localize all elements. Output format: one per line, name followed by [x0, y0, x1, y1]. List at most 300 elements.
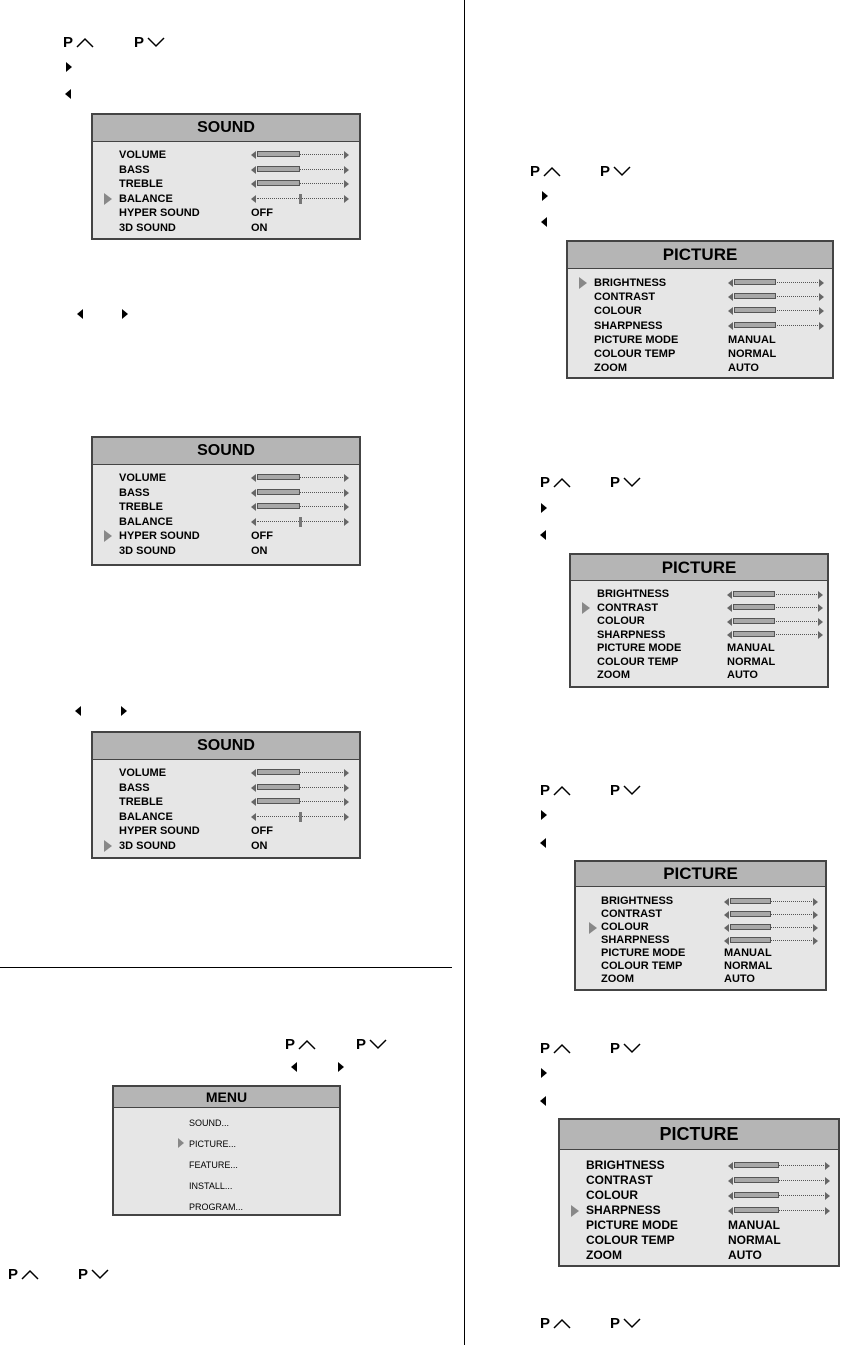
slider-right-arrow-icon: [825, 1177, 830, 1185]
menu-label: TREBLE: [119, 501, 163, 513]
menu-row-colour-temp[interactable]: [568, 347, 832, 361]
slider-right-arrow-icon: [344, 489, 349, 497]
p-letter: P: [540, 1315, 551, 1332]
program-down-key: [610, 1315, 641, 1333]
menu-item-picture[interactable]: [114, 1136, 339, 1152]
slider-right-arrow-icon: [344, 195, 349, 203]
menu-row-3d-sound[interactable]: [93, 839, 359, 854]
p-letter: P: [78, 1266, 89, 1283]
menu-row-balance[interactable]: [93, 810, 359, 825]
menu-row-picture-mode[interactable]: [571, 642, 827, 656]
menu-row-colour[interactable]: [560, 1188, 838, 1203]
chevron-up-icon: [553, 784, 571, 796]
slider-fill: [734, 1192, 779, 1198]
slider-left-arrow-icon: [727, 604, 732, 612]
menu-label: BALANCE: [119, 810, 173, 823]
menu-label: VOLUME: [119, 472, 167, 484]
chevron-down-icon: [623, 1317, 641, 1329]
slider-right-arrow-icon: [813, 937, 818, 945]
menu-row-3d-sound[interactable]: [93, 544, 359, 559]
menu-label: BALANCE: [119, 192, 173, 205]
menu-row-contrast[interactable]: [576, 908, 825, 921]
slider-right-arrow-icon: [344, 166, 349, 174]
menu-row-picture-mode[interactable]: [568, 333, 832, 347]
slider-fill: [257, 784, 300, 790]
program-down-key: [600, 163, 631, 181]
menu-label: PICTURE MODE: [597, 642, 682, 654]
section-divider: [0, 967, 452, 968]
slider-right-arrow-icon: [344, 784, 349, 792]
level-slider[interactable]: [728, 278, 824, 288]
selection-arrow-icon: [104, 840, 112, 852]
menu-label: INSTALL...: [189, 1181, 233, 1191]
chevron-down-icon: [623, 476, 641, 488]
program-up-key: [8, 1266, 39, 1284]
menu-row-colour-temp[interactable]: [576, 960, 825, 973]
balance-slider[interactable]: [251, 194, 349, 204]
slider-left-arrow-icon: [251, 784, 256, 792]
menu-title: SOUND: [93, 733, 359, 760]
menu-row-bass[interactable]: [93, 163, 359, 178]
menu-label: HYPER SOUND: [119, 207, 200, 219]
level-slider[interactable]: [728, 1206, 830, 1216]
balance-slider[interactable]: [251, 517, 349, 527]
chevron-up-icon: [553, 476, 571, 488]
p-letter: P: [610, 474, 621, 491]
menu-row-volume[interactable]: [93, 148, 359, 163]
left-arrow-icon: [65, 89, 71, 99]
balance-slider[interactable]: [251, 812, 349, 822]
slider-left-arrow-icon: [728, 1177, 733, 1185]
level-slider[interactable]: [251, 165, 349, 175]
p-letter: P: [285, 1036, 296, 1053]
left-arrow-icon: [540, 1096, 546, 1106]
left-arrow-icon: [77, 309, 83, 319]
slider-fill: [257, 503, 300, 509]
p-letter: P: [600, 163, 611, 180]
menu-row-volume[interactable]: [93, 766, 359, 781]
menu-value: OFF: [251, 207, 273, 219]
menu-row-colour[interactable]: [576, 921, 825, 934]
menu-label: BRIGHTNESS: [594, 277, 667, 289]
slider-right-arrow-icon: [344, 518, 349, 526]
menu-value: NORMAL: [728, 348, 777, 360]
p-letter: P: [356, 1036, 367, 1053]
menu-item-feature[interactable]: [114, 1157, 339, 1173]
p-letter: P: [610, 1315, 621, 1332]
program-down-key: [78, 1266, 109, 1284]
level-slider[interactable]: [727, 590, 823, 600]
menu-row-contrast[interactable]: [568, 290, 832, 304]
menu-row-zoom[interactable]: [560, 1248, 838, 1263]
p-letter: P: [134, 34, 145, 51]
menu-row-treble[interactable]: [93, 795, 359, 810]
slider-left-arrow-icon: [727, 591, 732, 599]
main-menu: [112, 1085, 341, 1216]
chevron-up-icon: [543, 165, 561, 177]
level-slider[interactable]: [727, 617, 823, 627]
menu-label: BRIGHTNESS: [597, 588, 670, 600]
menu-value: ON: [251, 544, 268, 557]
right-arrow-icon: [542, 191, 548, 201]
chevron-down-icon: [613, 165, 631, 177]
slider-left-arrow-icon: [728, 322, 733, 330]
picture-menu: [569, 553, 829, 688]
menu-value: AUTO: [728, 1248, 762, 1262]
menu-row-brightness[interactable]: [571, 588, 827, 602]
menu-row-contrast[interactable]: [571, 602, 827, 616]
menu-row-picture-mode[interactable]: [560, 1218, 838, 1233]
menu-row-balance[interactable]: [93, 515, 359, 530]
chevron-down-icon: [91, 1268, 109, 1280]
level-slider[interactable]: [728, 1176, 830, 1186]
menu-row-hyper-sound[interactable]: [93, 824, 359, 839]
slider-right-arrow-icon: [818, 618, 823, 626]
slider-right-arrow-icon: [344, 503, 349, 511]
slider-knob: [299, 194, 302, 204]
menu-row-colour-temp[interactable]: [571, 656, 827, 670]
slider-left-arrow-icon: [728, 1162, 733, 1170]
slider-right-arrow-icon: [344, 769, 349, 777]
menu-label: SHARPNESS: [594, 319, 663, 332]
right-arrow-icon: [122, 309, 128, 319]
slider-right-arrow-icon: [825, 1192, 830, 1200]
slider-fill: [733, 591, 775, 597]
menu-label: PICTURE...: [189, 1139, 237, 1149]
menu-value: OFF: [251, 530, 273, 542]
level-slider[interactable]: [728, 1161, 830, 1171]
slider-left-arrow-icon: [728, 307, 733, 315]
menu-label: COLOUR TEMP: [597, 655, 679, 668]
program-down-key: [610, 474, 641, 492]
level-slider[interactable]: [724, 923, 818, 933]
slider-fill: [733, 631, 775, 637]
right-arrow-icon: [541, 810, 547, 820]
slider-left-arrow-icon: [251, 195, 256, 203]
level-slider[interactable]: [251, 150, 349, 160]
level-slider[interactable]: [251, 783, 349, 793]
menu-row-sharpness[interactable]: [571, 629, 827, 643]
menu-row-treble[interactable]: [93, 500, 359, 515]
slider-fill: [733, 618, 775, 624]
menu-label: BASS: [119, 163, 150, 176]
level-slider[interactable]: [728, 306, 824, 316]
menu-row-balance[interactable]: [93, 192, 359, 207]
left-arrow-icon: [540, 838, 546, 848]
slider-left-arrow-icon: [251, 518, 256, 526]
program-down-key: [610, 1040, 641, 1058]
menu-title: PICTURE: [576, 862, 825, 887]
menu-title: MENU: [114, 1087, 339, 1108]
menu-label: SHARPNESS: [597, 628, 666, 641]
slider-left-arrow-icon: [251, 813, 256, 821]
picture-menu: [574, 860, 827, 991]
left-arrow-icon: [75, 706, 81, 716]
right-arrow-icon: [121, 706, 127, 716]
menu-row-zoom[interactable]: [568, 361, 832, 375]
program-down-key: [134, 34, 165, 52]
slider-fill: [733, 604, 775, 610]
slider-fill: [257, 489, 300, 495]
menu-label: ZOOM: [594, 362, 627, 375]
program-up-key: [530, 163, 561, 181]
menu-label: CONTRAST: [597, 601, 659, 614]
right-arrow-icon: [66, 62, 72, 72]
chevron-up-icon: [76, 36, 94, 48]
menu-value: MANUAL: [724, 947, 772, 959]
selection-arrow-icon: [589, 922, 597, 934]
level-slider[interactable]: [727, 630, 823, 640]
menu-row-zoom[interactable]: [571, 669, 827, 683]
slider-fill: [734, 279, 776, 285]
slider-left-arrow-icon: [724, 937, 729, 945]
program-up-key: [540, 782, 571, 800]
slider-left-arrow-icon: [728, 279, 733, 287]
menu-row-picture-mode[interactable]: [576, 947, 825, 960]
program-up-key: [285, 1036, 316, 1054]
slider-left-arrow-icon: [728, 293, 733, 301]
slider-left-arrow-icon: [724, 924, 729, 932]
menu-row-brightness[interactable]: [568, 276, 832, 290]
menu-label: HYPER SOUND: [119, 530, 200, 542]
slider-left-arrow-icon: [724, 911, 729, 919]
menu-value: MANUAL: [727, 642, 775, 654]
slider-fill: [734, 1177, 779, 1183]
level-slider[interactable]: [728, 292, 824, 302]
slider-right-arrow-icon: [819, 307, 824, 315]
menu-label: CONTRAST: [586, 1173, 653, 1187]
selection-arrow-icon: [579, 277, 587, 289]
level-slider[interactable]: [251, 488, 349, 498]
slider-left-arrow-icon: [251, 180, 256, 188]
slider-left-arrow-icon: [728, 1192, 733, 1200]
slider-fill: [257, 474, 300, 480]
slider-fill: [734, 293, 776, 299]
level-slider[interactable]: [724, 910, 818, 920]
selection-arrow-icon: [571, 1205, 579, 1217]
menu-label: VOLUME: [119, 767, 167, 779]
slider-right-arrow-icon: [819, 279, 824, 287]
slider-left-arrow-icon: [728, 1207, 733, 1215]
menu-label: PICTURE MODE: [601, 947, 686, 959]
slider-right-arrow-icon: [825, 1162, 830, 1170]
slider-right-arrow-icon: [344, 798, 349, 806]
left-arrow-icon: [541, 217, 547, 227]
menu-row-hyper-sound[interactable]: [93, 529, 359, 544]
menu-label: TREBLE: [119, 178, 163, 190]
level-slider[interactable]: [724, 936, 818, 946]
sound-menu: [91, 731, 361, 859]
selection-arrow-icon: [104, 193, 112, 205]
slider-left-arrow-icon: [251, 474, 256, 482]
selection-arrow-icon: [582, 602, 590, 614]
chevron-up-icon: [553, 1042, 571, 1054]
menu-label: SOUND...: [189, 1118, 230, 1128]
menu-value: NORMAL: [724, 960, 773, 972]
menu-row-sharpness[interactable]: [560, 1203, 838, 1218]
menu-title: PICTURE: [568, 242, 832, 269]
menu-item-install[interactable]: [114, 1178, 339, 1194]
menu-row-brightness[interactable]: [560, 1158, 838, 1173]
menu-label: SHARPNESS: [601, 934, 670, 946]
slider-left-arrow-icon: [251, 166, 256, 174]
menu-label: PICTURE MODE: [594, 333, 679, 346]
level-slider[interactable]: [251, 502, 349, 512]
program-down-key: [610, 782, 641, 800]
menu-value: AUTO: [727, 669, 758, 681]
menu-row-treble[interactable]: [93, 177, 359, 192]
menu-label: BRIGHTNESS: [586, 1158, 665, 1172]
menu-row-colour[interactable]: [571, 615, 827, 629]
menu-title: SOUND: [93, 115, 359, 142]
slider-knob: [299, 517, 302, 527]
slider-left-arrow-icon: [251, 489, 256, 497]
menu-row-colour[interactable]: [568, 304, 832, 318]
menu-label: COLOUR: [597, 615, 645, 627]
picture-menu: [566, 240, 834, 379]
menu-value: AUTO: [728, 362, 759, 375]
slider-right-arrow-icon: [818, 631, 823, 639]
menu-label: ZOOM: [601, 973, 634, 985]
right-arrow-icon: [338, 1062, 344, 1072]
level-slider[interactable]: [727, 603, 823, 613]
slider-fill: [730, 937, 771, 943]
slider-right-arrow-icon: [818, 591, 823, 599]
level-slider[interactable]: [728, 1191, 830, 1201]
menu-title: PICTURE: [560, 1120, 838, 1150]
slider-right-arrow-icon: [344, 151, 349, 159]
menu-label: BALANCE: [119, 515, 173, 528]
menu-row-sharpness[interactable]: [576, 934, 825, 947]
menu-label: BASS: [119, 781, 150, 794]
slider-fill: [257, 166, 300, 172]
menu-row-brightness[interactable]: [576, 895, 825, 908]
menu-label: COLOUR TEMP: [594, 348, 676, 360]
slider-fill: [730, 911, 771, 917]
p-letter: P: [540, 782, 551, 799]
menu-row-zoom[interactable]: [576, 973, 825, 986]
slider-right-arrow-icon: [344, 180, 349, 188]
level-slider[interactable]: [724, 897, 818, 907]
slider-fill: [257, 180, 300, 186]
level-slider[interactable]: [251, 797, 349, 807]
menu-value: NORMAL: [728, 1233, 781, 1247]
menu-title: SOUND: [93, 438, 359, 465]
slider-fill: [734, 307, 776, 313]
slider-right-arrow-icon: [813, 911, 818, 919]
slider-left-arrow-icon: [251, 769, 256, 777]
menu-value: ON: [251, 221, 268, 234]
sound-menu: [91, 436, 361, 566]
chevron-up-icon: [298, 1038, 316, 1050]
p-letter: P: [530, 163, 541, 180]
menu-label: VOLUME: [119, 149, 167, 161]
slider-left-arrow-icon: [724, 898, 729, 906]
level-slider[interactable]: [251, 473, 349, 483]
slider-fill: [734, 1162, 779, 1168]
right-arrow-icon: [541, 503, 547, 513]
chevron-down-icon: [147, 36, 165, 48]
chevron-down-icon: [623, 784, 641, 796]
left-arrow-icon: [291, 1062, 297, 1072]
menu-label: FEATURE...: [189, 1160, 238, 1170]
slider-right-arrow-icon: [344, 813, 349, 821]
menu-label: SHARPNESS: [586, 1203, 661, 1217]
slider-fill: [730, 924, 771, 930]
level-slider[interactable]: [251, 768, 349, 778]
slider-fill: [730, 898, 771, 904]
p-letter: P: [610, 1040, 621, 1057]
menu-label: 3D SOUND: [119, 544, 176, 557]
menu-label: TREBLE: [119, 796, 163, 808]
menu-label: CONTRAST: [601, 908, 663, 920]
program-down-key: [356, 1036, 387, 1054]
program-up-key: [540, 1315, 571, 1333]
menu-label: PROGRAM...: [189, 1202, 244, 1212]
left-arrow-icon: [540, 530, 546, 540]
menu-value: ON: [251, 839, 268, 852]
picture-menu: [558, 1118, 840, 1267]
slider-left-arrow-icon: [251, 151, 256, 159]
menu-row-hyper-sound[interactable]: [93, 206, 359, 221]
menu-title: PICTURE: [571, 555, 827, 581]
menu-value: NORMAL: [727, 655, 776, 668]
menu-value: AUTO: [724, 973, 755, 985]
menu-value: MANUAL: [728, 1218, 780, 1232]
chevron-down-icon: [623, 1042, 641, 1054]
menu-item-program[interactable]: [114, 1199, 339, 1215]
slider-left-arrow-icon: [251, 798, 256, 806]
chevron-up-icon: [553, 1317, 571, 1329]
slider-right-arrow-icon: [813, 924, 818, 932]
column-divider: [464, 0, 465, 1345]
menu-row-colour-temp[interactable]: [560, 1233, 838, 1248]
slider-right-arrow-icon: [813, 898, 818, 906]
slider-left-arrow-icon: [251, 503, 256, 511]
selection-arrow-icon: [178, 1138, 184, 1148]
menu-item-sound[interactable]: [114, 1115, 339, 1131]
menu-row-bass[interactable]: [93, 781, 359, 796]
p-letter: P: [63, 34, 74, 51]
p-letter: P: [540, 474, 551, 491]
program-up-key: [63, 34, 94, 52]
menu-row-sharpness[interactable]: [568, 319, 832, 333]
level-slider[interactable]: [728, 321, 824, 331]
slider-fill: [734, 1207, 779, 1213]
slider-right-arrow-icon: [819, 293, 824, 301]
menu-value: OFF: [251, 825, 273, 837]
menu-label: CONTRAST: [594, 291, 656, 304]
menu-row-bass[interactable]: [93, 486, 359, 501]
menu-label: 3D SOUND: [119, 221, 176, 234]
slider-left-arrow-icon: [727, 618, 732, 626]
p-letter: P: [540, 1040, 551, 1057]
menu-label: COLOUR: [594, 305, 642, 318]
menu-row-volume[interactable]: [93, 471, 359, 486]
menu-label: HYPER SOUND: [119, 825, 200, 837]
menu-row-3d-sound[interactable]: [93, 221, 359, 236]
program-up-key: [540, 1040, 571, 1058]
level-slider[interactable]: [251, 179, 349, 189]
slider-right-arrow-icon: [818, 604, 823, 612]
menu-row-contrast[interactable]: [560, 1173, 838, 1188]
sound-menu: [91, 113, 361, 240]
menu-label: ZOOM: [586, 1248, 622, 1262]
menu-label: ZOOM: [597, 669, 630, 681]
selection-arrow-icon: [104, 530, 112, 542]
slider-knob: [299, 812, 302, 822]
slider-right-arrow-icon: [344, 474, 349, 482]
